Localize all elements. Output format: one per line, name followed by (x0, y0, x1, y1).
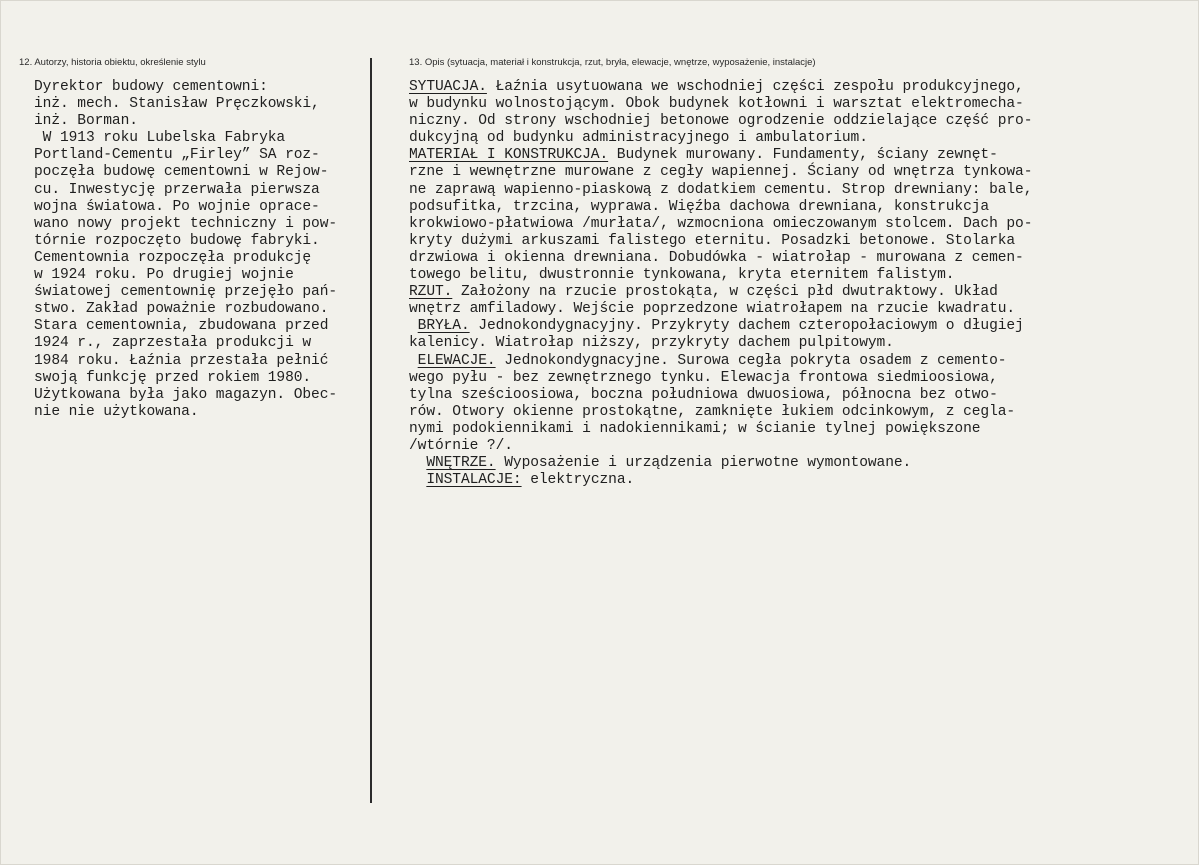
description-line (409, 421, 1149, 438)
description-line (409, 455, 1149, 472)
description-text: Jednokondygnacyjne. Surowa cegła pokryta osadem z cemento- (495, 352, 1007, 369)
column-divider (370, 58, 372, 803)
description-text: nymi podokiennikami i nadokiennikami; w ścianie tylnej powiększone (409, 420, 981, 437)
section-label: MATERIAŁ I KONSTRUKCJA. (409, 147, 609, 164)
description-text: Budynek murowany. Fundamenty, ściany zewnęt- (608, 147, 998, 164)
description-line (409, 113, 1149, 130)
description-line (409, 438, 1149, 455)
description-line (409, 216, 1149, 233)
history-line: tórnie rozpoczęto budowę fabryki. (34, 232, 320, 249)
description-text: drzwiowa i okienna drewniana. Dobudówka - wiatrołap - murowana z cemen- (409, 249, 1024, 266)
description-line (409, 96, 1149, 113)
description-text: tylna sześcioosiowa, boczna południowa dwuosiowa, północna bez otwo- (409, 386, 998, 403)
description-text: rzne i wewnętrzne murowane z cegły wapiennej. Ściany od wnętrza tynkowa- (409, 164, 1033, 181)
section-label: ELEWACJE. (417, 352, 496, 369)
description-text: towego belitu, dwustronnie tynkowana, kryta eternitem falistym. (409, 267, 955, 284)
description-text: dukcyjną od budynku administracyjnego i ambulatorium. (409, 130, 868, 147)
description-text: niczny. Od strony wschodniej betonowe ogrodzenie oddzielające część pro- (409, 113, 1033, 130)
history-line: cu. Inwestycję przerwała pierwsza (34, 181, 320, 198)
history-line: wojna światowa. Po wojnie oprace- (34, 198, 320, 215)
section-label: RZUT. (409, 284, 453, 301)
history-line: inż. mech. Stanisław Pręczkowski, (34, 96, 320, 113)
description-text: Założony na rzucie prostokąta, w części płd dwutraktowy. Układ (452, 284, 998, 301)
description-text: rów. Otwory okienne prostokątne, zamknięte łukiem odcinkowym, z cegla- (409, 403, 1016, 420)
description-text: elektryczna. (521, 472, 635, 489)
history-line: W 1913 roku Lubelska Fabryka (34, 130, 286, 147)
description-line (409, 267, 1149, 284)
line-indent (409, 353, 418, 369)
description-line (409, 353, 1149, 370)
description-text: wnętrz amfiladowy. Wejście poprzedzone wiatrołapem na rzucie kwadratu. (409, 301, 1016, 318)
section-label: INSTALACJE: (426, 472, 522, 489)
description-line (409, 233, 1149, 250)
description-line (409, 472, 1149, 489)
history-text-block (34, 79, 364, 421)
description-line (409, 284, 1149, 301)
history-line: 1924 r., zaprzestała produkcji w (34, 335, 312, 352)
description-line (409, 164, 1149, 181)
description-line (409, 147, 1149, 164)
description-line (409, 404, 1149, 421)
section-12-header: 12. Autorzy, historia obiektu, określenie stylu (19, 57, 206, 68)
description-line (409, 335, 1149, 352)
description-line (409, 387, 1149, 404)
history-line: w 1924 roku. Po drugiej wojnie (34, 267, 294, 284)
history-line: inż. Borman. (34, 113, 138, 130)
section-13-header: 13. Opis (sytuacja, materiał i konstrukcja, rzut, bryła, elewacje, wnętrze, wyposażenie, instalacje) (409, 57, 816, 68)
description-text: Wyposażenie i urządzenia pierwotne wymontowane. (495, 455, 912, 472)
history-line: stwo. Zakład poważnie rozbudowano. (34, 301, 329, 318)
description-text-block (409, 79, 1149, 489)
history-line: Stara cementownia, zbudowana przed (34, 318, 329, 335)
description-line (409, 250, 1149, 267)
description-text: /wtórnie ?/. (409, 437, 513, 454)
section-label: SYTUACJA. (409, 79, 487, 95)
description-text: wego pyłu - bez zewnętrznego tynku. Elewacja frontowa siedmioosiowa, (409, 369, 998, 386)
description-line (409, 79, 1149, 96)
history-line: Portland-Cementu „Firley” SA roz- (34, 147, 320, 164)
history-line: 1984 roku. Łaźnia przestała pełnić (34, 352, 329, 369)
description-text: Jednokondygnacyjny. Przykryty dachem czteropołaciowym o długiej (469, 318, 1024, 335)
description-line (409, 301, 1149, 318)
description-text: krokwiowo-płatwiowa /murłata/, wzmocniona omieczowanym stolcem. Dach po- (409, 215, 1033, 232)
description-text: Łaźnia usytuowana we wschodniej części zespołu produkcyjnego, (486, 79, 1024, 95)
section-label: BRYŁA. (417, 318, 470, 335)
line-indent (409, 318, 418, 334)
description-text: kryty dużymi arkuszami falistego eternitu. Posadzki betonowe. Stolarka (409, 232, 1016, 249)
description-text: podsufitka, trzcina, wyprawa. Więźba dachowa drewniana, konstrukcja (409, 198, 990, 215)
history-line: światowej cementownię przejęło pań- (34, 284, 338, 301)
description-line (409, 199, 1149, 216)
history-line: swoją funkcję przed rokiem 1980. (34, 369, 312, 386)
history-line: Użytkowana była jako magazyn. Obec- (34, 386, 338, 403)
description-text: ne zaprawą wapienno-piaskową z dodatkiem cementu. Strop drewniany: bale, (409, 181, 1033, 198)
description-line (409, 370, 1149, 387)
description-text: kalenicy. Wiatrołap niższy, przykryty dachem pulpitowym. (409, 335, 894, 352)
history-line: poczęła budowę cementowni w Rejow- (34, 164, 329, 181)
line-indent (409, 472, 426, 488)
description-text: w budynku wolnostojącym. Obok budynek kotłowni i warsztat elektromecha- (409, 96, 1024, 113)
history-line: Dyrektor budowy cementowni: (34, 79, 268, 95)
line-indent (409, 455, 426, 471)
history-line: Cementownia rozpoczęła produkcję (34, 249, 312, 266)
section-label: WNĘTRZE. (426, 455, 496, 472)
description-line (409, 130, 1149, 147)
description-line (409, 182, 1149, 199)
description-line (409, 318, 1149, 335)
history-line: nie nie użytkowana. (34, 403, 199, 420)
history-line: wano nowy projekt techniczny i pow- (34, 215, 338, 232)
